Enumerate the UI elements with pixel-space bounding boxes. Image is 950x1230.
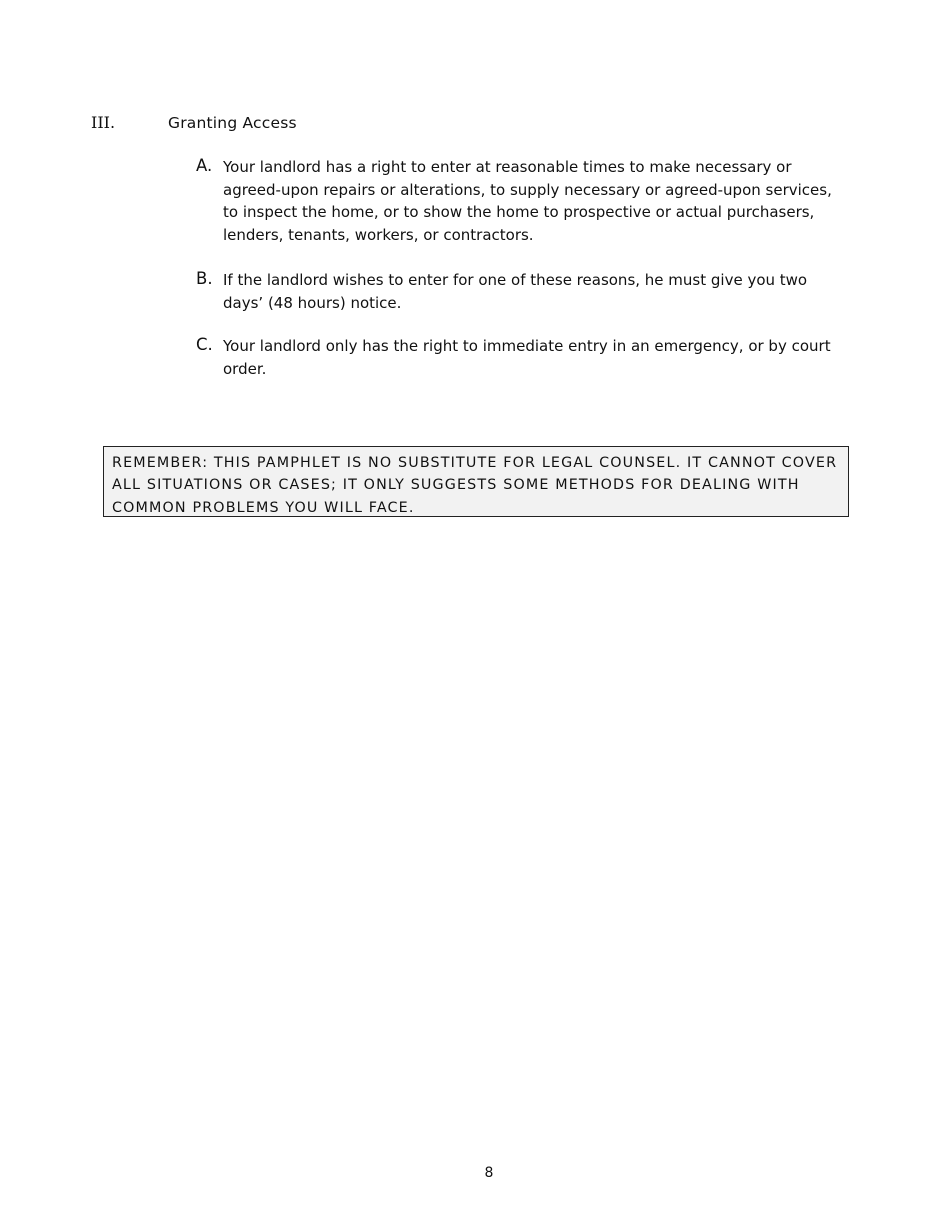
section-title: Granting Access xyxy=(168,114,297,132)
list-item-letter: B. xyxy=(196,269,213,288)
list-item-letter: A. xyxy=(196,156,213,175)
list-item-text: If the landlord wishes to enter for one of these reasons, he must give you two days’ (48 hours) notice. xyxy=(223,271,808,312)
list-item-text: Your landlord has a right to enter at reasonable times to make necessary or agreed-upon repairs or alterations, to supply necessary or agreed-upon services, to inspect the home, or to show the home to prospective or actual purchasers, lenders, tenants, workers, or contractors. xyxy=(223,158,832,244)
legal-disclaimer-box: REMEMBER: THIS PAMPHLET IS NO SUBSTITUTE FOR LEGAL COUNSEL. IT CANNOT COVER ALL SITUATIONS OR CASES; IT ONLY SUGGESTS SOME METHODS FOR DEALING WITH COMMON PROBLEMS YOU WILL FACE. xyxy=(103,446,849,517)
page-number: 8 xyxy=(484,1165,494,1181)
list-item-text: Your landlord only has the right to immediate entry in an emergency, or by court order. xyxy=(223,337,831,378)
section-heading xyxy=(91,113,691,137)
list-item-letter: C. xyxy=(196,335,213,354)
section-numeral: III. xyxy=(91,113,116,132)
